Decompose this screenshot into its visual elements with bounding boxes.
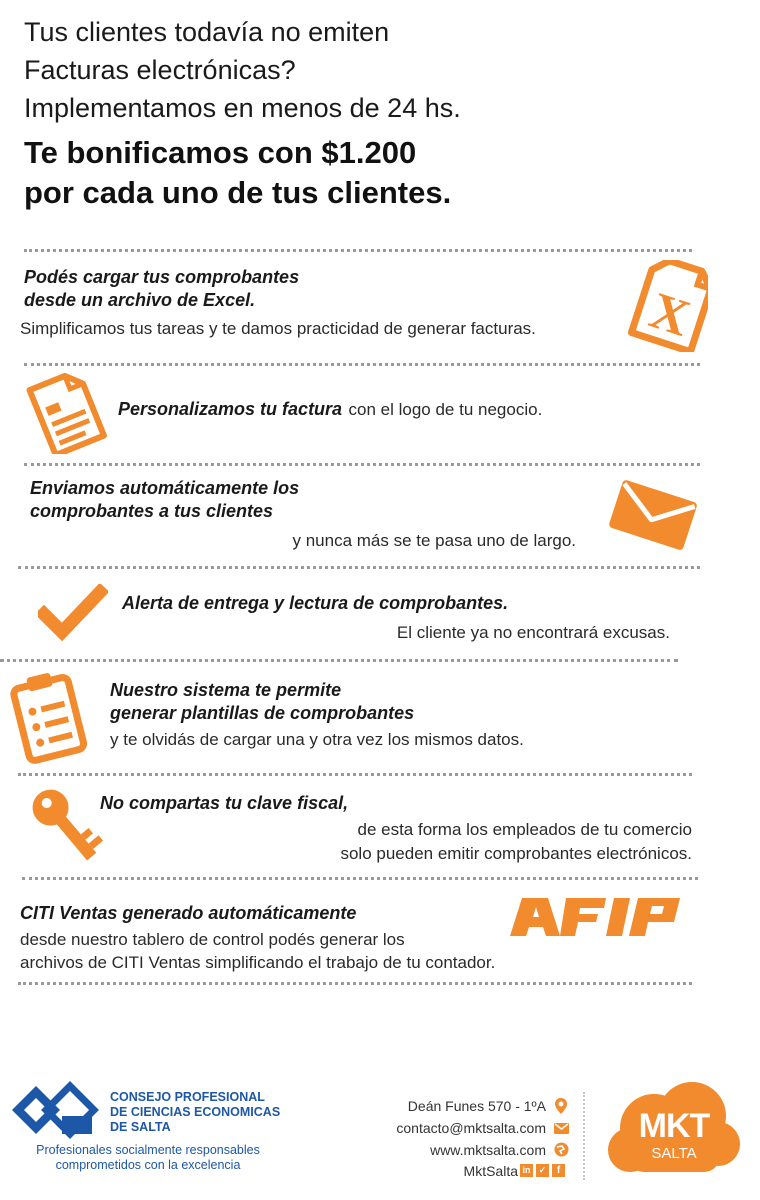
excel-file-icon: [628, 260, 708, 352]
cpce-name-1: CONSEJO PROFESIONAL: [110, 1090, 265, 1104]
feature-template-title-1: Nuestro sistema te permite: [110, 680, 342, 700]
feature-excel-desc: Simplificamos tus tareas y te damos practicidad de generar facturas.: [20, 319, 536, 338]
feature-key-desc-2: solo pueden emitir comprobantes electrónicos.: [340, 844, 692, 863]
clipboard-icon: [6, 668, 90, 764]
cpce-name-2: DE CIENCIAS ECONOMICAS: [110, 1105, 281, 1119]
key-icon: [22, 780, 110, 872]
document-icon: [20, 368, 112, 454]
headline-line-1: Tus clientes todavía no emiten: [24, 17, 390, 47]
contact-web[interactable]: www.mktsalta.com: [430, 1142, 546, 1158]
feature-personalize-desc: con el logo de tu negocio.: [348, 400, 543, 419]
contact-social[interactable]: MktSalta: [463, 1163, 518, 1179]
feature-send-title-1: Enviamos automáticamente los: [30, 478, 300, 498]
feature-citi-title: CITI Ventas generado automáticamente: [20, 903, 357, 923]
divider: [18, 773, 692, 776]
contact-email[interactable]: contacto@mktsalta.com: [396, 1120, 546, 1136]
mkt-brand-name: MKT: [638, 1107, 710, 1145]
divider: [18, 982, 692, 985]
feature-excel-title-2: desde un archivo de Excel.: [24, 290, 256, 310]
divider: [22, 877, 698, 880]
headline-bold-2: por cada uno de tus clientes.: [24, 175, 452, 210]
feature-template-desc: y te olvidás de cargar una y otra vez los mismos datos.: [110, 730, 524, 749]
divider: [18, 566, 700, 569]
divider: [24, 363, 700, 366]
feature-key-title: No compartas tu clave fiscal,: [100, 793, 349, 813]
divider: [24, 249, 692, 252]
feature-citi-desc-1: desde nuestro tablero de control podés generar los: [20, 930, 405, 949]
headline-line-2: Facturas electrónicas?: [24, 55, 296, 85]
location-pin-icon: [554, 1098, 568, 1114]
cpce-logo-icon: [10, 1080, 102, 1142]
facebook-icon[interactable]: f: [552, 1164, 565, 1177]
headline-bold-1: Te bonificamos con $1.200: [24, 135, 417, 170]
headline-line-3: Implementamos en menos de 24 hs.: [24, 93, 461, 123]
mail-icon: [554, 1123, 569, 1134]
feature-key-desc-1: de esta forma los empleados de tu comercio: [357, 820, 692, 839]
cpce-tagline-1: Profesionales socialmente responsables: [36, 1143, 260, 1157]
cpce-name-3: DE SALTA: [110, 1120, 171, 1134]
feature-personalize-title: Personalizamos tu factura: [118, 399, 343, 419]
afip-logo: [508, 898, 692, 938]
feature-alert-title: Alerta de entrega y lectura de comprobantes.: [122, 593, 509, 613]
feature-alert-desc: El cliente ya no encontrará excusas.: [396, 623, 670, 642]
mkt-brand-sub: SALTA: [651, 1145, 697, 1162]
linkedin-icon[interactable]: in: [520, 1164, 533, 1177]
svg-text:X: X: [643, 282, 697, 348]
checkmark-icon: [38, 584, 108, 644]
feature-send-title-2: comprobantes a tus clientes: [30, 501, 274, 521]
social-icons: [520, 1164, 565, 1177]
feature-citi-desc-2: archivos de CITI Ventas simplificando el trabajo de tu contador.: [20, 953, 496, 972]
feature-send-desc: y nunca más se te pasa uno de largo.: [292, 531, 576, 550]
cpce-tagline-2: comprometidos con la excelencia: [55, 1158, 241, 1172]
feature-template-title-2: generar plantillas de comprobantes: [110, 703, 415, 723]
contact-address: Deán Funes 570 - 1ºA: [407, 1098, 546, 1114]
twitter-icon[interactable]: ✓: [536, 1164, 549, 1177]
globe-icon: [554, 1142, 569, 1157]
divider: [24, 463, 700, 466]
divider: [0, 659, 678, 662]
feature-excel-title-1: Podés cargar tus comprobantes: [24, 267, 300, 287]
footer-separator: [583, 1092, 585, 1180]
envelope-icon: [606, 476, 700, 554]
feature-personalize-row: [118, 398, 542, 420]
